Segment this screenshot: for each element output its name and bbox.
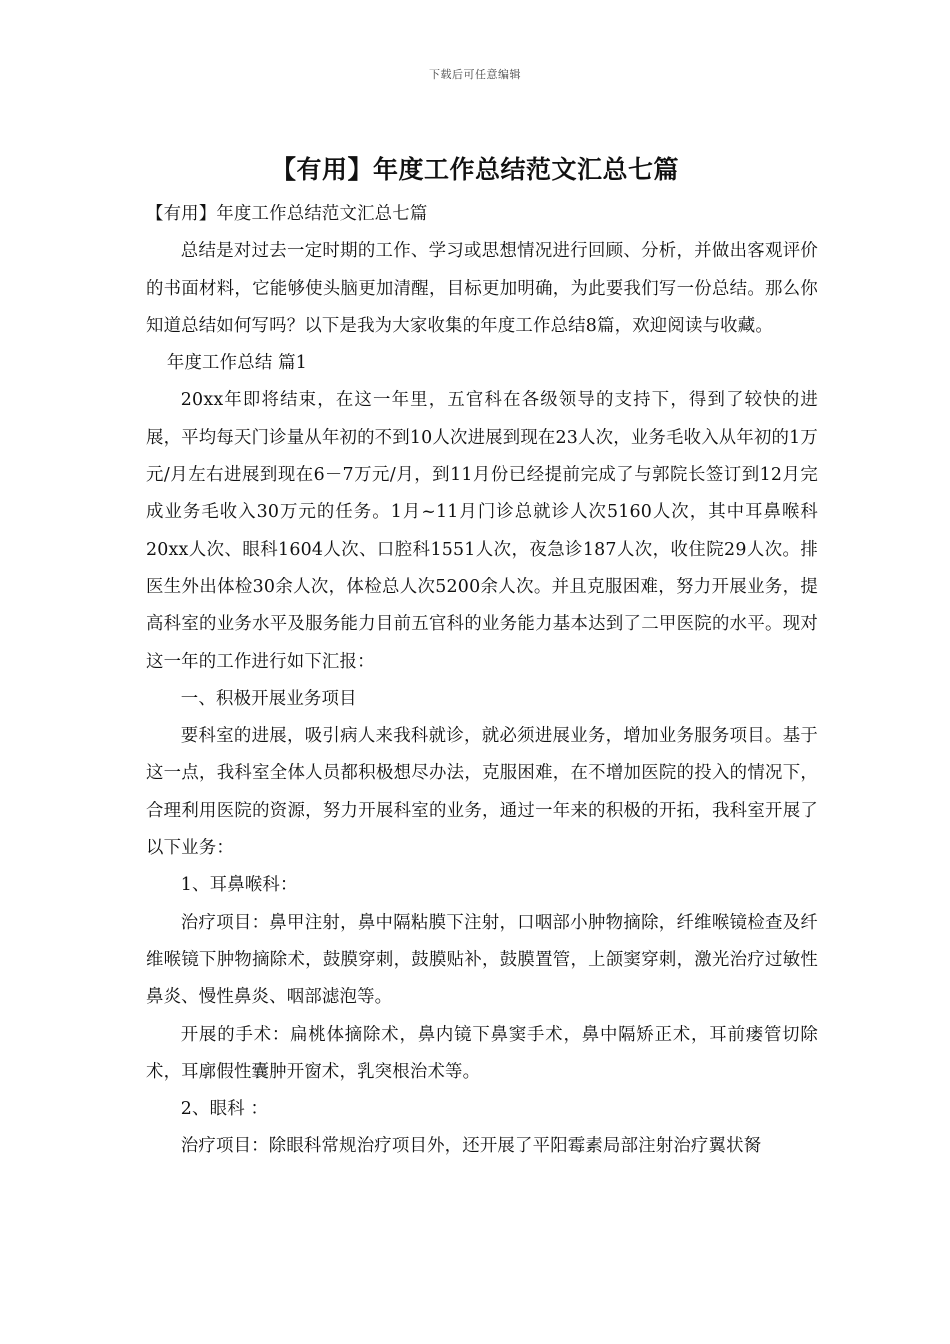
- paragraph-ent-surgery: 开展的手术：扁桃体摘除术，鼻内镜下鼻窦手术，鼻中隔矫正术，耳前瘘管切除术，耳廓假性囊肿开窗术，乳突根治术等。: [146, 1024, 818, 1082]
- document-body: [146, 196, 818, 1166]
- document-subtitle: 【有用】年度工作总结范文汇总七篇: [146, 204, 428, 224]
- page-header-note: 下载后可任意编辑: [429, 68, 521, 81]
- paragraph-intro: 总结是对过去一定时期的工作、学习或思想情况进行回顾、分析，并做出客观评价的书面材料，它能够使头脑更加清醒，目标更加明确，为此要我们写一份总结。那么你知道总结如何写吗？以下是我为大家收集的年度工作总结8篇，欢迎阅读与收藏。: [146, 241, 818, 336]
- section-heading-1: 年度工作总结 篇1: [166, 353, 308, 374]
- paragraph-ent-treatment: 治疗项目：鼻甲注射，鼻中隔粘膜下注射，口咽部小肿物摘除，纤维喉镜检查及纤维喉镜下肿物摘除术，鼓膜穿刺，鼓膜贴补，鼓膜置管，上颌窦穿刺，激光治疗过敏性鼻炎、慢性鼻炎、咽部滤泡等。: [146, 912, 818, 1008]
- subheading-ent: 1、耳鼻喉科：: [180, 875, 298, 896]
- section-heading-business: 一、积极开展业务项目: [180, 688, 357, 709]
- paragraph-summary: 20xx年即将结束，在这一年里，五官科在各级领导的支持下，得到了较快的进展，平均每天门诊量从年初的不到10人次进展到现在23人次，业务毛收入从年初的1万元/月左右进展到现在6－7万元/月，到11月份已经提前完成了与郭院长签订到12月完成业务毛收入30万元的任务。1月~11月门诊总就诊人次5160人次，其中耳鼻喉科20xx人次、眼科1604人次、口腔科1551人次，夜急诊187人次，收住院29人次。排医生外出体检30余人次，体检总人次5200余人次。并且克服困难，努力开展业务，提高科室的业务水平及服务能力目前五官科的业务能力基本达到了二甲医院的水平。现对这一年的工作进行如下汇报：: [146, 390, 818, 672]
- subheading-eye: 2、眼科 ：: [180, 1099, 269, 1120]
- paragraph-business: 要科室的进展，吸引病人来我科就诊，就必须进展业务，增加业务服务项目。基于这一点，我科室全体人员都积极想尽办法，克服困难，在不增加医院的投入的情况下，合理利用医院的资源，努力开展科室的业务，通过一年来的积极的开拓，我科室开展了以下业务：: [146, 726, 818, 859]
- document-title: 【有用】年度工作总结范文汇总七篇: [270, 155, 679, 184]
- paragraph-eye-treatment: 治疗项目：除眼科常规治疗项目外，还开展了平阳霉素局部注射治疗翼状胬: [180, 1136, 762, 1157]
